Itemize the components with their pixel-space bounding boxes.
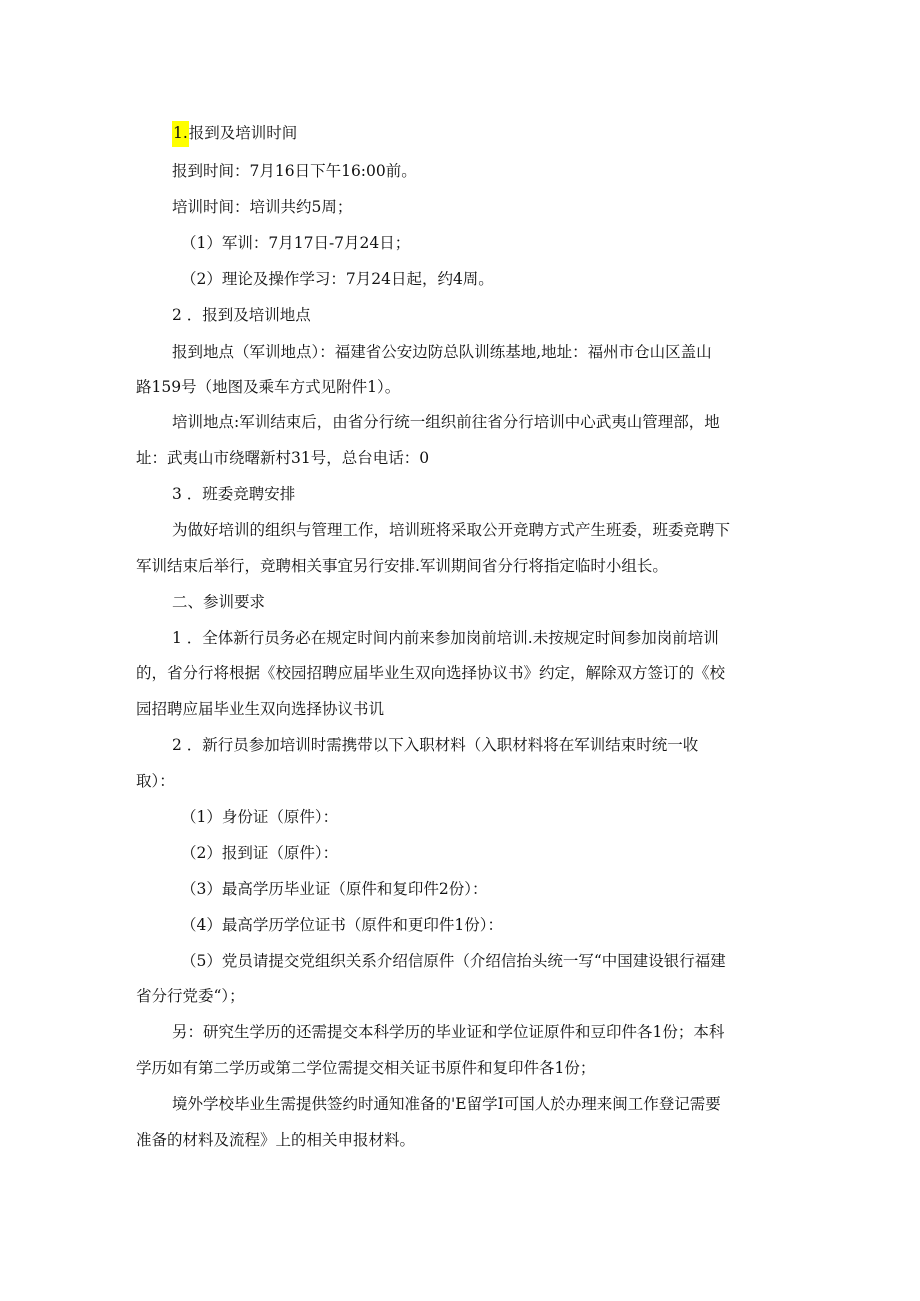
training-time: 培训时间：培训共约5周； (172, 198, 353, 216)
material-item-5-line-1: （5）党员请提交党组织关系介绍信原件（介绍信抬头统一写“中国建设银行福建 (181, 952, 726, 970)
requirement-2-line-1: 2 ．新行员参加培训时需携带以下入职材料（入职材料将在军训结束时统一收 (172, 736, 699, 754)
requirement-1-line-2: 的，省分行将根据《校园招聘应届毕业生双向选择协议书》约定，解除双方签订的《校 (136, 664, 726, 682)
training-place-line-2: 址：武夷山市绕曙新村31号，总台电话：0 (136, 449, 430, 467)
report-place-line-2: 路159号（地图及乘车方式见附件1）。 (136, 378, 401, 396)
material-item-2: （2）报到证（原件）： (181, 844, 339, 862)
material-item-1: （1）身份证（原件）： (181, 808, 339, 826)
material-item-5-line-2: 省分行党委“）； (136, 987, 245, 1005)
section3-heading: 3 ．班委竞聘安排 (172, 485, 296, 503)
requirement-1-line-1: 1 ．全体新行员务必在规定时间内前来参加岗前培训.未按规定时间参加岗前培训 (172, 629, 719, 647)
section1-heading (172, 123, 297, 143)
training-place-line-1: 培训地点:军训结束后，由省分行统一组织前往省分行培训中心武夷山管理部，地 (172, 413, 720, 431)
material-item-4: （4）最高学历学位证书（原件和更印件1份）： (181, 916, 503, 934)
overseas-note-line-2: 准备的材料及流程》上的相关申报材料。 (136, 1131, 416, 1149)
other-note-line-1: 另：研究生学历的还需提交本科学历的毕业证和学位证原件和豆印件各1份；本科 (172, 1023, 725, 1041)
overseas-note-line-1: 境外学校毕业生需提供签约时通知准备的'E留学I可国人於办理来闽工作登记需要 (172, 1095, 721, 1113)
training-item-2: （2）理论及操作学习：7月24日起，约4周。 (181, 270, 494, 288)
other-note-line-2: 学历如有第二学历或第二学位需提交相关证书原件和复印件各1份； (136, 1059, 596, 1077)
section3-body-line-2: 军训结束后举行，竞聘相关事宜另行安排.军训期间省分行将指定临时小组长。 (136, 557, 668, 575)
requirement-2-line-2: 取）： (136, 772, 175, 790)
section1-heading-text: 报到及培训时间 (188, 124, 298, 142)
requirement-1-line-3: 园招聘应届毕业生双向选择协议书讥 (136, 700, 385, 718)
part2-heading: 二、参训要求 (172, 593, 266, 611)
material-item-3: （3）最高学历毕业证（原件和复印件2份）： (181, 880, 488, 898)
section3-body-line-1: 为做好培训的组织与管理工作，培训班将采取公开竞聘方式产生班委，班委竞聘下 (172, 521, 731, 539)
section2-heading: 2 ．报到及培训地点 (172, 306, 311, 324)
section1-marker: 1. (172, 121, 189, 147)
report-time: 报到时间：7月16日下午16:00前。 (172, 162, 417, 180)
report-place-line-1: 报到地点（军训地点）：福建省公安边防总队训练基地,地址：福州市仓山区盖山 (172, 343, 712, 361)
training-item-1: （1）军训：7月17日-7月24日； (181, 234, 411, 252)
